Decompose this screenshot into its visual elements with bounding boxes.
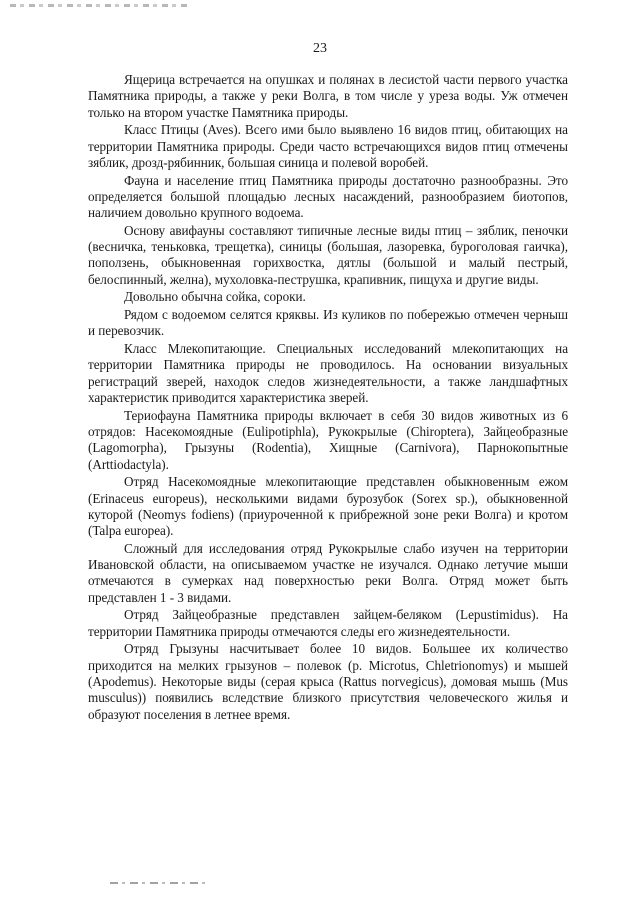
paragraph-mammals-class: Класс Млекопитающие. Специальных исследований млекопитающих на территории Памятника природы не проводилось. На основании визуальных регистраций зверей, находок следов жизнедеятельности, а также ландшафтных характеристик приводится характеристика зверей. — [88, 341, 568, 405]
paragraph-birds-class: Класс Птицы (Aves). Всего ими было выявлено 16 видов птиц, обитающих на территории Памятника природы. Среди часто встречающихся видов птиц отмечены зяблик, дрозд-рябинник, большая синица и полевой воробей. — [88, 122, 568, 170]
paragraph-mallards: Рядом с водоемом селятся кряквы. Из куликов по побережью отмечен черныш и перевозчик. — [88, 307, 568, 339]
paragraph-rodents: Отряд Грызуны насчитывает более 10 видов. Большее их количество приходится на мелких грызунов – полевок (р. Microtus, Chletrionomys) и мышей (Apodemus). Некоторые виды (серая крыса (Rattus norvegicus), домовая мышь (Mus musculus)) появились вследствие близкого присутствия человеческого жилья и образуют поселения в летнее время. — [88, 641, 568, 722]
paragraph-theriofauna: Териофауна Памятника природы включает в себя 30 видов животных из 6 отрядов: Насекомоядные (Eulipotiphla), Рукокрылые (Chiroptera), Зайцеобразные (Lagomorpha), Грызуны (Rodentia), Хищные (Carnivora), Парнокопытные (Arttiodactyla). — [88, 407, 568, 472]
paragraph-bats: Сложный для исследования отряд Рукокрылые слабо изучен на территории Ивановской области, на описываемом участке не изучался. Однако летучие мыши отмечаются в сумерках над поверхностью реки Волга. Отряд может быть представлен 1 - 3 видами. — [88, 540, 568, 605]
paragraph-lagomorphs: Отряд Зайцеобразные представлен зайцем-беляком (Lepustimidus). На территории Памятника природы отмечаются следы его жизнедеятельности. — [88, 607, 568, 639]
document-body — [88, 72, 568, 724]
scan-artifact-bottom — [110, 882, 208, 884]
scan-artifact-top — [10, 4, 190, 7]
paragraph-bird-fauna: Фауна и население птиц Памятника природы достаточно разнообразны. Это определяется большой площадью лесных насаждений, разнообразием биотопов, наличием довольно крупного водоема. — [88, 172, 568, 221]
page-number: 23 — [313, 41, 327, 56]
paragraph-jay: Довольно обычна сойка, сороки. — [124, 289, 306, 305]
paragraph-lizard: Ящерица встречается на опушках и полянах в лесистой части первого участка Памятника природы, а также у реки Волга, в том числе у уреза воды. Уж отмечен только на втором участке Памятника природы. — [88, 72, 568, 120]
paragraph-avifauna: Основу авифауны составляют типичные лесные виды птиц – зяблик, пеночки (весничка, теньковка, трещетка), синицы (большая, лазоревка, буроголовая гаичка), поползень, обыкновенная горихвостка, дятлы (большой и малый пестрый, белоспинный, желна), мухоловка-пеструшка, крапивник, пищуха и другие виды. — [88, 222, 568, 287]
paragraph-insectivores: Отряд Насекомоядные млекопитающие представлен обыкновенным ежом (Erinaceus europeus), несколькими видами бурозубок (Sorex sp.), обыкновенной куторой (Neomys fodiens) (приуроченной к прибрежной зоне реки Волга) и кротом (Talpa europea). — [88, 474, 568, 539]
